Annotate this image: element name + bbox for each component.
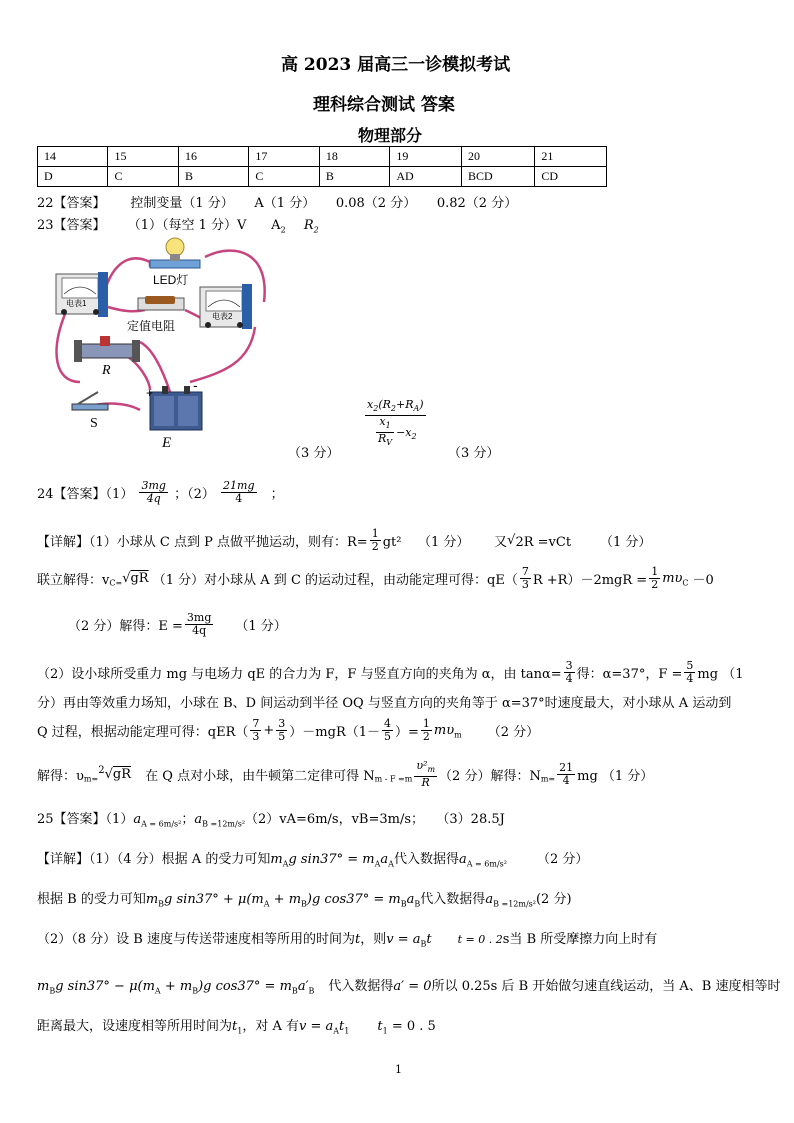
q23-r-sub: 2 <box>313 225 319 235</box>
answer-table <box>37 146 607 187</box>
q25-detail-3: （2）（8 分）设 B 速度与传送带速度相等所用的时间为t，则$v = a_Bt$ t = 0 . 2s当 B 所受摩擦力向上时有 <box>37 932 658 949</box>
table-cell: 21 <box>535 147 607 167</box>
rheostat <box>74 336 140 362</box>
q24-detail-1: 【详解】（1）小球从 C 点到 P 点做平抛运动，则有：R= $\frac{1}{2}$ gt² （1 分） 又√2R =vCt （1 分） <box>37 527 652 553</box>
table-cell: CD <box>535 167 607 187</box>
table-cell: D <box>38 167 108 187</box>
page-title: 高 2023 届高三一诊模拟考试 <box>281 55 511 75</box>
q25-detail-4: $m_Bg$ $\sin 37^\circ - \mu(m_A + m_B)g$ $\cos 37^\circ = m_Ba'_B$ 代入数据得a′ = 0所以 0.25s 后 B 开始做匀速直线运动，当 A、B 速度相等时 <box>37 979 781 996</box>
q23-body: （1）（每空 1 分）V A <box>127 218 281 233</box>
switch-label: S <box>90 416 98 431</box>
q25-answer: 25【答案】$(1)a_{A = 6m/s^2}$；$a_{B =12m/s^2}(2)vA=6m/s$，vB=3m/s； （3）28.5J <box>37 812 505 829</box>
q24-detail-2: 联立解得：$v_{C=}√gR$ （1 分）对小球从 A 到 C 的运动过程，由动能定理可得：qE（ $\frac{7}{3}$ R +R）－2mgR = $\frac{1}{2}$ $m\upsilon_C -0$ <box>37 565 714 591</box>
rheostat-label: R <box>102 363 111 378</box>
section-title: 物理部分 <box>358 126 423 145</box>
led-lamp <box>150 238 200 268</box>
table-cell: BCD <box>462 167 535 187</box>
meter-1 <box>56 272 108 317</box>
q24-frac2: $\frac{21mg}{4}$ <box>223 479 255 505</box>
meter-2 <box>200 284 252 329</box>
table-cell: 16 <box>178 147 248 167</box>
q24-answer <box>37 480 284 505</box>
q23-score2: （3 分） <box>448 446 500 461</box>
fixed-resistor <box>138 296 184 310</box>
meter1-label: 电表1 <box>66 299 87 308</box>
table-cell: 18 <box>319 147 389 167</box>
table-row <box>38 167 607 187</box>
circuit-diagram <box>50 232 290 457</box>
table-cell: 17 <box>249 147 319 167</box>
led-label: LED灯 <box>153 273 189 287</box>
q24-detail-5: 分）再由等效重力场知，小球在 B、D 间运动到半径 OQ 与竖直方向的夹角等于 α=37°时速度最大，对小球从 A 运动到 <box>37 696 732 711</box>
q23-formula: $x_2(R_2+R_A)$ $\frac{x_1}{R_V}$ $-x_2$ <box>367 398 424 448</box>
battery-minus: - <box>193 377 198 393</box>
q24-frac1: $\frac{3mg}{4q}$ <box>141 479 166 505</box>
resistor-label: 定值电阻 <box>127 319 176 333</box>
table-row <box>38 147 607 167</box>
page-subtitle: 理科综合测试 答案 <box>313 95 455 115</box>
q24-detail-6: Q 过程，根据动能定理可得：qER（ $\frac{7}{3}$ + $\frac{3}{5}$ ）－mgR（1－ $\frac{4}{5}$ ）= $\frac{1}{2}$ $m\upsilon_m$ （2 分） <box>37 717 540 743</box>
q22-answer: 22【答案】 控制变量（1 分） A（1 分） 0.08（2 分） 0.82（2 分） <box>37 196 518 211</box>
q25-detail-5: 距离最大，设速度相等所用时间为$t_1$，对 A 有$v = a_At_1$ $t_1 = 0$ . 5 <box>37 1019 436 1036</box>
battery-plus: + <box>146 386 154 400</box>
table-cell: 15 <box>108 147 178 167</box>
q25-detail-1: 【详解】（1）（4 分）根据 A 的受力可知$m_Ag$ $\sin 37^\circ = m_Aa_A$代入数据得$a_{A = 6m/s^2}$ （2 分） <box>37 852 589 869</box>
table-cell: C <box>249 167 319 187</box>
table-cell: 19 <box>390 147 462 167</box>
q25-detail-2: 根据 B 的受力可知$m_Bg$ $\sin 37^\circ + \mu(m_A + m_B)g$ $\cos 37^\circ = m_Ba_B$代入数据得$a_{B =12m/s^2}(2$ 分) <box>37 892 572 909</box>
q24-sep: ；（2） <box>174 487 215 502</box>
q23-sub: 2 <box>280 225 286 235</box>
table-cell: B <box>319 167 389 187</box>
q24-detail-3: （2 分）解得：E = $\frac{3mg}{4q}$ （1 分） <box>68 611 287 637</box>
battery-label: E <box>162 435 172 451</box>
q23-score1: （3 分） <box>288 446 340 461</box>
switch <box>72 392 108 410</box>
meter2-label: 电表2 <box>212 312 233 321</box>
table-cell: AD <box>390 167 462 187</box>
q23-r: R <box>303 218 314 233</box>
q24-detail-4: （2）设小球所受重力 mg 与电场力 qE 的合力为 F，F 与竖直方向的夹角为 α，由 tanα= $\frac{3}{4}$ 得：α=37°，F = $\frac{5}{4}$ mg （1 <box>37 659 744 685</box>
table-cell: 20 <box>462 147 535 167</box>
q24-head: 24【答案】（1） <box>37 487 134 502</box>
q24-detail-7: 解得：$\upsilon_{m=}^2√gR$ 在 Q 点对小球，由牛顿第二定律可得 $N_{m - F =m}$ $\frac{\upsilon^2_m}{R}$ （2 分）解得：$N_{m=}$ $\frac{21}{4}$ mg （1 分） <box>37 759 654 790</box>
table-cell: B <box>178 167 248 187</box>
table-cell: C <box>108 167 178 187</box>
table-cell: 14 <box>38 147 108 167</box>
q24-end: ； <box>270 487 284 502</box>
page-number: 1 <box>395 1063 402 1076</box>
q23-head: 23【答案】 <box>37 218 106 233</box>
